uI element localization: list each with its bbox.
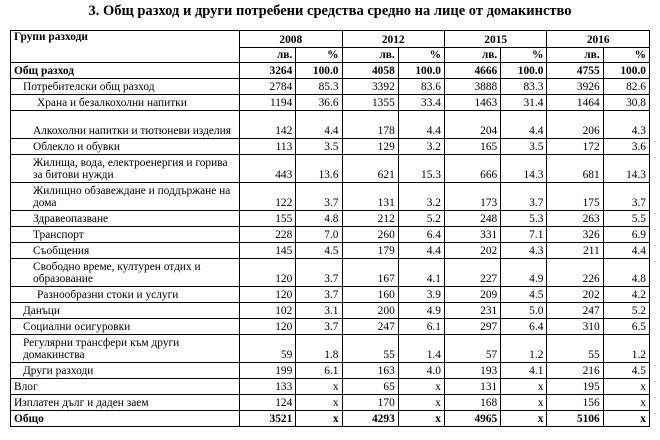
- cell-pct: 31.4: [501, 95, 547, 111]
- cell-lv: 155: [240, 211, 296, 227]
- cell-lv: 170: [342, 395, 398, 411]
- cell-pct: 4.9: [501, 259, 547, 287]
- cell-pct: 1.2: [603, 335, 649, 363]
- cell-lv: 124: [240, 395, 296, 411]
- year-header-2016: 2016: [547, 31, 650, 48]
- cell-lv: 65: [342, 379, 398, 395]
- cell-pct: 100.0: [296, 63, 342, 79]
- cell-pct: 4.0: [398, 363, 444, 379]
- cell-lv: 142: [240, 111, 296, 139]
- cell-lv: 1194: [240, 95, 296, 111]
- cell-lv: 172: [547, 139, 603, 155]
- row-label: Облекло и обувки: [11, 139, 240, 155]
- cell-pct: 33.4: [398, 95, 444, 111]
- row-label: Жилищно обзавеждане и поддържане на дома: [11, 183, 240, 211]
- cell-pct: 6.1: [398, 319, 444, 335]
- table-row: [11, 303, 650, 319]
- cell-pct: 4.8: [296, 211, 342, 227]
- cell-pct: 5.2: [603, 303, 649, 319]
- table-row: [11, 243, 650, 259]
- cell-lv: 443: [240, 155, 296, 183]
- cell-lv: 204: [444, 111, 500, 139]
- cell-pct: 4.9: [398, 303, 444, 319]
- cell-pct: 3.1: [296, 303, 342, 319]
- cell-pct: 7.0: [296, 227, 342, 243]
- cell-lv: 55: [547, 335, 603, 363]
- cell-pct: 5.3: [501, 211, 547, 227]
- cell-lv: 666: [444, 155, 500, 183]
- table-row: [11, 379, 650, 395]
- unit-pct-header: %: [398, 48, 444, 63]
- cell-pct: 1.4: [398, 335, 444, 363]
- table-title: 3. Общ разход и други потребени средства средно на лице от домакинство: [88, 3, 572, 19]
- cell-pct: 83.3: [501, 79, 547, 95]
- row-label: Храна и безалкохолни напитки: [11, 95, 240, 111]
- cell-lv: 202: [547, 287, 603, 303]
- table-row: [11, 79, 650, 95]
- row-label: Изплатен дълг и даден заем: [11, 395, 240, 411]
- cell-lv: 681: [547, 155, 603, 183]
- cell-pct: 85.3: [296, 79, 342, 95]
- cell-pct: 15.3: [398, 155, 444, 183]
- cell-lv: 209: [444, 287, 500, 303]
- cell-lv: 227: [444, 259, 500, 287]
- cell-lv: 1464: [547, 95, 603, 111]
- table-row: [11, 183, 650, 211]
- cell-pct: 3.5: [501, 139, 547, 155]
- cell-pct: x: [296, 411, 342, 427]
- cell-lv: 310: [547, 319, 603, 335]
- cell-pct: x: [501, 411, 547, 427]
- row-label: Жилища, вода, електроенергия и горива за битови нужди: [11, 155, 240, 183]
- cell-pct: 100.0: [501, 63, 547, 79]
- row-label: Свободно време, културен отдих и образование: [11, 259, 240, 287]
- table-row: [11, 395, 650, 411]
- table-row: [11, 227, 650, 243]
- cell-lv: 4755: [547, 63, 603, 79]
- row-label: Алкохолни напитки и тютюневи изделия: [11, 111, 240, 139]
- cell-pct: 4.4: [398, 243, 444, 259]
- cell-lv: 4965: [444, 411, 500, 427]
- cell-lv: 145: [240, 243, 296, 259]
- cell-pct: x: [603, 395, 649, 411]
- cell-lv: 1463: [444, 95, 500, 111]
- cell-pct: x: [296, 395, 342, 411]
- cell-lv: 165: [444, 139, 500, 155]
- cell-pct: 14.3: [501, 155, 547, 183]
- cell-lv: 200: [342, 303, 398, 319]
- cell-pct: 4.5: [296, 243, 342, 259]
- row-label: Регулярни трансфери към други домакинства: [11, 335, 240, 363]
- cell-lv: 122: [240, 183, 296, 211]
- row-label: Здравеопазване: [11, 211, 240, 227]
- cell-pct: 7.1: [501, 227, 547, 243]
- table-row: [11, 95, 650, 111]
- table-row: [11, 287, 650, 303]
- cell-pct: 13.6: [296, 155, 342, 183]
- cell-pct: 4.3: [501, 243, 547, 259]
- cell-lv: 178: [342, 111, 398, 139]
- cell-pct: 100.0: [603, 63, 649, 79]
- unit-pct-header: %: [296, 48, 342, 63]
- table-row: [11, 335, 650, 363]
- cell-pct: 4.3: [603, 111, 649, 139]
- cell-pct: 3.5: [296, 139, 342, 155]
- cell-pct: 1.8: [296, 335, 342, 363]
- cell-lv: 102: [240, 303, 296, 319]
- cell-lv: 167: [342, 259, 398, 287]
- cell-lv: 3392: [342, 79, 398, 95]
- cell-pct: 4.4: [398, 111, 444, 139]
- year-header-2015: 2015: [444, 31, 546, 48]
- cell-lv: 3521: [240, 411, 296, 427]
- cell-lv: 212: [342, 211, 398, 227]
- cell-lv: 211: [547, 243, 603, 259]
- cell-pct: 30.8: [603, 95, 649, 111]
- table-row: [11, 63, 650, 79]
- cell-lv: 195: [547, 379, 603, 395]
- cell-lv: 120: [240, 319, 296, 335]
- cell-pct: 6.4: [398, 227, 444, 243]
- table-row: [11, 259, 650, 287]
- cell-pct: 3.7: [296, 287, 342, 303]
- row-label: Влог: [11, 379, 240, 395]
- cell-pct: 3.2: [398, 183, 444, 211]
- row-label: Данъци: [11, 303, 240, 319]
- cell-pct: x: [501, 379, 547, 395]
- table-row: [11, 111, 650, 139]
- cell-lv: 163: [342, 363, 398, 379]
- cell-pct: 83.6: [398, 79, 444, 95]
- table-row: [11, 411, 650, 427]
- unit-lv-header: лв.: [444, 48, 500, 63]
- cell-lv: 156: [547, 395, 603, 411]
- cell-pct: 6.5: [603, 319, 649, 335]
- cell-pct: 3.7: [296, 259, 342, 287]
- cell-lv: 260: [342, 227, 398, 243]
- cell-pct: 4.5: [501, 287, 547, 303]
- cell-pct: x: [501, 395, 547, 411]
- row-label: Общ разход: [11, 63, 240, 79]
- table-row: [11, 363, 650, 379]
- cell-lv: 129: [342, 139, 398, 155]
- cell-lv: 57: [444, 335, 500, 363]
- cell-pct: 4.1: [501, 363, 547, 379]
- cell-pct: 4.5: [603, 363, 649, 379]
- row-label: Общо: [11, 411, 240, 427]
- cell-lv: 206: [547, 111, 603, 139]
- cell-lv: 175: [547, 183, 603, 211]
- cell-lv: 3888: [444, 79, 500, 95]
- row-label: Транспорт: [11, 227, 240, 243]
- unit-pct-header: %: [603, 48, 649, 63]
- cell-lv: 193: [444, 363, 500, 379]
- cell-pct: 4.4: [296, 111, 342, 139]
- cell-pct: 5.2: [398, 211, 444, 227]
- cell-pct: 3.2: [398, 139, 444, 155]
- cell-pct: 6.9: [603, 227, 649, 243]
- cell-lv: 4058: [342, 63, 398, 79]
- cell-lv: 120: [240, 287, 296, 303]
- cell-lv: 248: [444, 211, 500, 227]
- unit-lv-header: лв.: [342, 48, 398, 63]
- cell-pct: x: [398, 395, 444, 411]
- cell-lv: 247: [547, 303, 603, 319]
- cell-pct: 14.3: [603, 155, 649, 183]
- cell-lv: 5106: [547, 411, 603, 427]
- cell-pct: x: [296, 379, 342, 395]
- cell-lv: 202: [444, 243, 500, 259]
- cell-pct: 4.1: [398, 259, 444, 287]
- cell-lv: 247: [342, 319, 398, 335]
- cell-lv: 55: [342, 335, 398, 363]
- cell-pct: 4.4: [501, 111, 547, 139]
- row-label: Социални осигуровки: [11, 319, 240, 335]
- cell-lv: 2784: [240, 79, 296, 95]
- cell-lv: 231: [444, 303, 500, 319]
- cell-pct: 4.4: [603, 243, 649, 259]
- cell-lv: 173: [444, 183, 500, 211]
- cell-pct: 3.7: [501, 183, 547, 211]
- row-label: Разнообразни стоки и услуги: [11, 287, 240, 303]
- cell-pct: 3.7: [296, 183, 342, 211]
- cell-pct: 36.6: [296, 95, 342, 111]
- cell-lv: 331: [444, 227, 500, 243]
- cell-lv: 179: [342, 243, 398, 259]
- cell-pct: 4.8: [603, 259, 649, 287]
- unit-lv-header: лв.: [240, 48, 296, 63]
- cell-lv: 120: [240, 259, 296, 287]
- cell-lv: 131: [444, 379, 500, 395]
- cell-pct: x: [603, 379, 649, 395]
- cell-lv: 1355: [342, 95, 398, 111]
- cell-pct: 4.2: [603, 287, 649, 303]
- table-row: [11, 155, 650, 183]
- row-label: Потребителски общ разход: [11, 79, 240, 95]
- cell-lv: 168: [444, 395, 500, 411]
- cell-pct: 5.0: [501, 303, 547, 319]
- cell-pct: 100.0: [398, 63, 444, 79]
- cell-pct: 1.2: [501, 335, 547, 363]
- cell-lv: 228: [240, 227, 296, 243]
- year-header-2012: 2012: [342, 31, 444, 48]
- cell-lv: 131: [342, 183, 398, 211]
- cell-pct: 3.6: [603, 139, 649, 155]
- cell-pct: 6.1: [296, 363, 342, 379]
- cell-pct: 5.5: [603, 211, 649, 227]
- cell-pct: 3.7: [296, 319, 342, 335]
- table-row: [11, 139, 650, 155]
- cell-lv: 160: [342, 287, 398, 303]
- groups-header: Групи разходи: [11, 31, 240, 63]
- unit-pct-header: %: [501, 48, 547, 63]
- cell-lv: 4666: [444, 63, 500, 79]
- cell-pct: 6.4: [501, 319, 547, 335]
- cell-lv: 263: [547, 211, 603, 227]
- cell-lv: 3926: [547, 79, 603, 95]
- year-header-2008: 2008: [240, 31, 342, 48]
- row-label: Съобщения: [11, 243, 240, 259]
- cell-lv: 59: [240, 335, 296, 363]
- table-row: [11, 211, 650, 227]
- row-label: Други разходи: [11, 363, 240, 379]
- cell-lv: 216: [547, 363, 603, 379]
- cell-pct: 3.9: [398, 287, 444, 303]
- cell-lv: 3264: [240, 63, 296, 79]
- unit-lv-header: лв.: [547, 48, 603, 63]
- cell-pct: 3.7: [603, 183, 649, 211]
- cell-pct: x: [398, 379, 444, 395]
- header-row-years: [11, 31, 650, 48]
- cell-lv: 297: [444, 319, 500, 335]
- cell-lv: 4293: [342, 411, 398, 427]
- expenditure-table: [10, 30, 650, 427]
- cell-lv: 113: [240, 139, 296, 155]
- cell-pct: x: [603, 411, 649, 427]
- cell-lv: 326: [547, 227, 603, 243]
- cell-lv: 199: [240, 363, 296, 379]
- cell-lv: 226: [547, 259, 603, 287]
- cell-lv: 621: [342, 155, 398, 183]
- cell-pct: 82.6: [603, 79, 649, 95]
- cell-lv: 133: [240, 379, 296, 395]
- table-row: [11, 319, 650, 335]
- cell-pct: x: [398, 411, 444, 427]
